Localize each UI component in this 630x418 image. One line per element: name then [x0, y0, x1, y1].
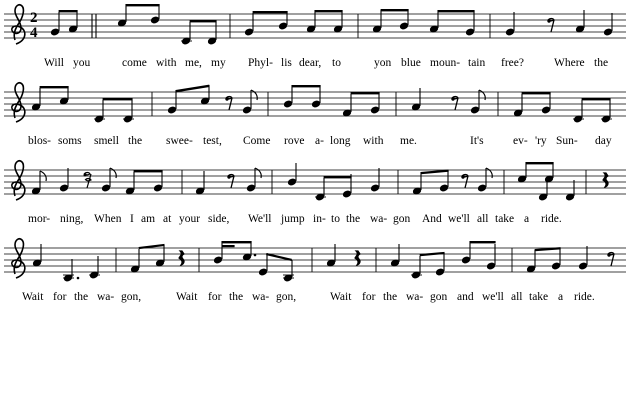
staff-3 [0, 156, 630, 212]
sixteenth-rest-icon [84, 173, 92, 189]
lyric-syllable: with [363, 135, 384, 147]
lyric-line-4 [0, 290, 630, 312]
lyric-syllable: the [74, 291, 89, 303]
lyric-syllable: we'll [482, 291, 504, 303]
lyric-syllable: my [211, 57, 226, 69]
lyric-syllable: all [477, 213, 489, 225]
lyric-syllable: the [594, 57, 609, 69]
lyric-syllable: to [332, 57, 341, 69]
eighth-rest-icon [461, 175, 468, 189]
lyric-syllable: We'll [248, 213, 272, 225]
lyric-syllable: Sun- [556, 135, 578, 147]
lyric-syllable: day [595, 135, 612, 147]
lyric-syllable: to [331, 213, 340, 225]
lyric-syllable: blue [401, 57, 421, 69]
eighth-rest-icon [451, 97, 458, 111]
lyric-syllable: Where [554, 57, 585, 69]
lyric-syllable: a [558, 291, 564, 303]
lyric-syllable: wa- [252, 291, 270, 303]
lyric-syllable: Come [243, 135, 271, 147]
lyric-syllable: I [130, 213, 134, 225]
lyric-syllable: Will [44, 57, 64, 69]
lyric-syllable: gon [430, 291, 448, 303]
music-system-2 [0, 78, 630, 156]
lyric-syllable: we'll [448, 213, 470, 225]
lyric-syllable: take [529, 291, 549, 303]
lyric-syllable: me, [185, 57, 202, 69]
lyric-syllable: in- [313, 213, 326, 225]
lyric-syllable: Phyl- [248, 57, 273, 69]
lyric-syllable: smell [94, 135, 119, 147]
lyric-line-1 [0, 56, 630, 78]
lyric-syllable: at [163, 213, 172, 225]
lyric-syllable: ride. [541, 213, 562, 225]
staff-2 [0, 78, 630, 134]
lyric-syllable: tain [468, 57, 486, 69]
music-system-3 [0, 156, 630, 234]
lyric-syllable: lis [281, 57, 292, 69]
quarter-rest-icon [355, 251, 360, 265]
lyric-syllable: test, [203, 135, 222, 147]
lyric-syllable: come [122, 57, 147, 69]
lyric-syllable: the [229, 291, 244, 303]
lyric-syllable: a [524, 213, 530, 225]
lyric-syllable: gon [393, 213, 411, 225]
lyric-syllable: the [346, 213, 361, 225]
lyric-syllable: wa- [370, 213, 388, 225]
lyric-syllable: ning, [60, 213, 84, 225]
eighth-rest-icon [227, 175, 234, 189]
lyric-syllable: rove [284, 135, 305, 147]
lyric-syllable: Wait [22, 291, 44, 303]
lyric-syllable: your [179, 213, 201, 225]
music-system-4 [0, 234, 630, 312]
lyric-syllable: the [383, 291, 398, 303]
time-signature-numerator: 2 [30, 10, 38, 26]
lyric-line-3 [0, 212, 630, 234]
lyric-syllable: gon, [276, 291, 297, 303]
lyric-syllable: for [53, 291, 67, 303]
music-system-1 [0, 0, 630, 78]
lyric-syllable: moun- [430, 57, 461, 69]
staff-1 [0, 0, 630, 56]
lyric-syllable: 'ry [535, 135, 547, 147]
eighth-rest-icon [547, 19, 554, 33]
lyric-syllable: Wait [176, 291, 198, 303]
lyric-syllable: When [94, 213, 122, 225]
lyric-syllable: a- [315, 135, 324, 147]
lyric-syllable: with [156, 57, 177, 69]
eighth-rest-icon [225, 97, 232, 111]
lyric-syllable: ev- [513, 135, 528, 147]
lyric-syllable: blos- [28, 135, 51, 147]
eighth-rest-icon [607, 253, 614, 267]
quarter-rest-icon [179, 251, 184, 265]
lyric-syllable: you [73, 57, 91, 69]
lyric-syllable: jump [281, 213, 305, 225]
lyric-syllable: And [422, 213, 442, 225]
lyric-syllable: wa- [97, 291, 115, 303]
lyric-syllable: It's [470, 135, 484, 147]
lyric-syllable: and [457, 291, 474, 303]
lyric-syllable: yon [374, 57, 392, 69]
quarter-rest-icon [603, 173, 608, 187]
lyric-syllable: mor- [28, 213, 51, 225]
lyric-syllable: free? [501, 57, 524, 69]
lyric-syllable: for [208, 291, 222, 303]
lyric-syllable: soms [58, 135, 82, 147]
lyric-syllable: long [330, 135, 351, 147]
lyric-syllable: all [511, 291, 523, 303]
time-signature-denominator: 4 [30, 25, 38, 41]
lyric-syllable: ride. [574, 291, 595, 303]
lyric-syllable: wa- [406, 291, 424, 303]
lyric-syllable: for [362, 291, 376, 303]
lyric-syllable: swee- [166, 135, 193, 147]
staff-4 [0, 234, 630, 290]
lyric-syllable: dear, [299, 57, 322, 69]
lyric-line-2 [0, 134, 630, 156]
lyric-syllable: gon, [121, 291, 142, 303]
lyric-syllable: me. [400, 135, 417, 147]
lyric-syllable: the [128, 135, 143, 147]
lyric-syllable: Wait [330, 291, 352, 303]
lyric-syllable: take [495, 213, 515, 225]
lyric-syllable: am [141, 213, 156, 225]
lyric-syllable: side, [208, 213, 230, 225]
